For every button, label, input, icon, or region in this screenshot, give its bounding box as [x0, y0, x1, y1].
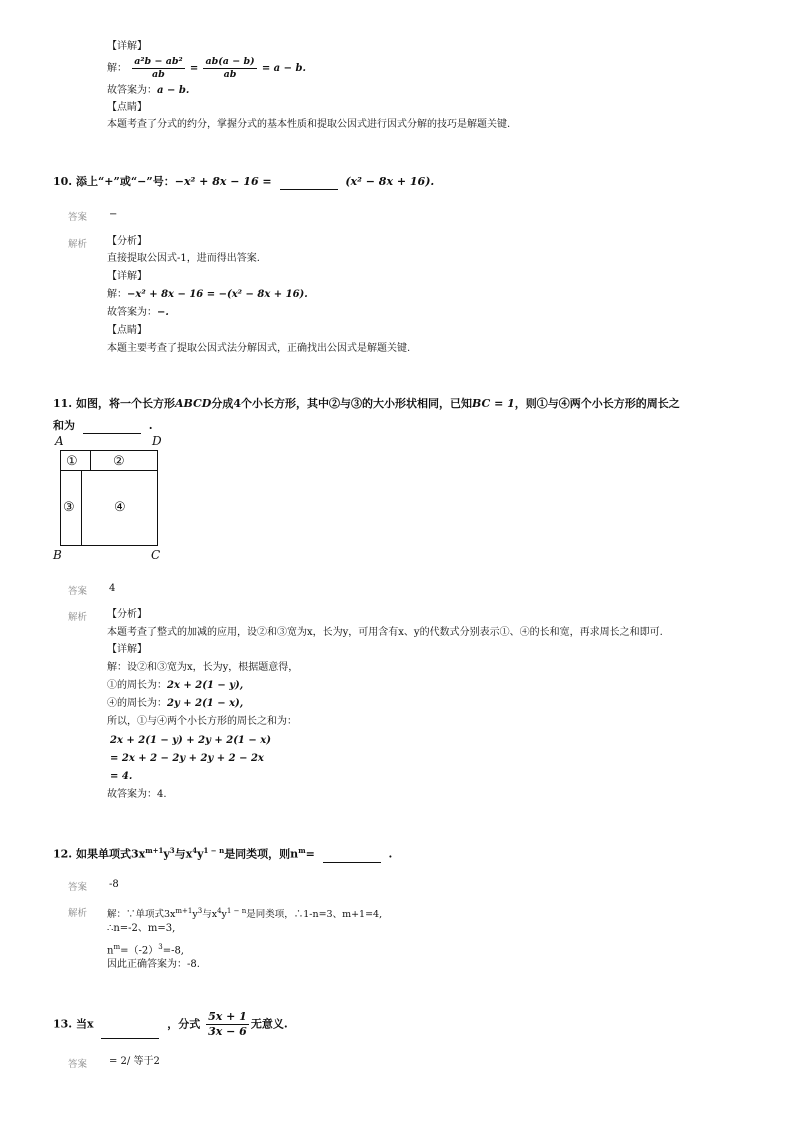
q10-comment-label: 【点睛】: [107, 325, 147, 336]
q12-line-3: [107, 940, 184, 958]
q10-number: 10.: [53, 175, 73, 188]
q10-answer-line-prefix: 故答案为：: [107, 307, 157, 318]
q10-comment: 本题主要考查了提取公因式法分解因式，正确找出公因式是解题关键.: [107, 343, 411, 354]
q11-answer: 4: [109, 583, 116, 594]
q10-answer-line: [107, 306, 169, 320]
q9-frac2-den: ab: [223, 69, 237, 80]
fig-label-c: C: [151, 548, 161, 562]
q12-l1-sc: 4: [217, 907, 222, 915]
q12-l1-c: 与x: [202, 909, 218, 921]
q12-l1-e: 是同类项，∴1-n=3、m+1=4,: [246, 909, 383, 921]
q13-answer: = 2/ 等于2: [109, 1056, 160, 1067]
q9-comment: 本题考查了分式的约分，掌握分式的基本性质和提取公因式进行因式分解的技巧是解题关键.: [107, 119, 511, 130]
q11-stem-a: 如图，将一个长方形: [75, 397, 175, 410]
q10-answer-label: 答案: [68, 212, 88, 223]
q11-p1-prefix: ①的周长为：: [107, 680, 167, 691]
q12-stem-a: 如果单项式3x: [75, 847, 146, 861]
q11-stem-c: ，则①与④两个小长方形的周长之: [514, 397, 680, 410]
q13-stem-c: 无意义.: [250, 1017, 288, 1031]
q11-so: 所以，①与④两个小长方形的周长之和为：: [107, 716, 297, 727]
q10-blank: [280, 179, 338, 190]
q11-perimeter-4: [107, 697, 243, 711]
q12-sup-e: m: [298, 846, 306, 855]
fig-num-4: ④: [114, 500, 126, 515]
q12-l1-sd: 1 − n: [226, 907, 247, 915]
q12-answer: -8: [109, 879, 119, 890]
q9-answer-prefix: 故答案为：: [107, 85, 157, 96]
q9-detail-label: 【详解】: [107, 41, 147, 52]
q9-result: = a − b.: [261, 63, 306, 74]
q13-fraction: [206, 1010, 249, 1039]
q12-stem-e: 是同类项，则n: [224, 847, 299, 861]
q11-calc-2: = 2x + 2 − 2y + 2y + 2 − 2x: [110, 753, 264, 764]
q12-l1-d: y: [221, 909, 227, 921]
q10-detail-math: −x² + 8x − 16 = −(x² − 8x + 16).: [127, 289, 308, 300]
q10-stem-math: −x² + 8x − 16 =: [174, 175, 272, 188]
q12-l3-sa: m: [113, 943, 121, 951]
q12-l3-a: n: [107, 945, 114, 957]
q12-l1-sb: 3: [197, 907, 203, 915]
q13-number: 13.: [53, 1017, 73, 1031]
q10-detail-prefix: 解：: [107, 289, 127, 300]
q12-stem-f: =: [305, 847, 315, 861]
q12-answer-label: 答案: [68, 882, 88, 893]
q12-l3-b: =（-2）: [120, 945, 159, 957]
q12-sup-c: 4: [192, 846, 198, 855]
q12-line-4: 因此正确答案为：-8.: [107, 959, 200, 970]
q9-fraction-1: [132, 56, 185, 81]
q13-stem-a: 当x: [75, 1017, 94, 1031]
q11-analyze: 本题考查了整式的加减的应用，设②和③宽为x，长为y，可用含有x、y的代数式分别表示①、④的长和宽，再求周长之和即可.: [107, 627, 663, 638]
q10-stem: [53, 174, 434, 190]
q13-blank: [101, 1028, 159, 1039]
q12-line-2: ∴n=-2、m=3,: [107, 923, 176, 934]
q10-answer: −: [109, 209, 118, 220]
q12-stem: [53, 843, 392, 863]
q12-stem-tail: .: [388, 847, 393, 861]
q11-stem-line2-text: 和为: [53, 419, 75, 432]
q12-sup-a: m+1: [145, 846, 164, 855]
q11-calc-1: 2x + 2(1 − y) + 2y + 2(1 − x): [110, 735, 271, 746]
q11-detail-label: 【详解】: [107, 644, 147, 655]
q12-number: 12.: [53, 847, 73, 861]
q13-frac-num: 5x + 1: [208, 1010, 247, 1023]
q11-stem-line1: [53, 396, 680, 412]
q9-frac2-num: ab(a − b): [205, 56, 255, 67]
q10-stem-text: 添上“+”或“−”号：: [75, 175, 175, 188]
q11-number: 11.: [53, 397, 73, 410]
q9-eq: =: [189, 63, 199, 74]
q11-answer-label: 答案: [68, 586, 88, 597]
q12-l1-sa: m+1: [175, 907, 193, 915]
q11-blank: [83, 423, 141, 434]
q11-perimeter-1: [107, 679, 243, 693]
q13-frac-den: 3x − 6: [208, 1025, 247, 1038]
q9-answer-value: a − b.: [157, 85, 190, 96]
q9-frac1-den: ab: [152, 69, 165, 80]
fig-label-b: B: [53, 548, 62, 562]
q11-stem-line2: [53, 418, 153, 434]
q11-calc-3: = 4.: [110, 771, 133, 782]
fig-label-a: A: [55, 434, 64, 448]
q12-sup-d: 1 − n: [203, 846, 225, 855]
q11-p4-prefix: ④的周长为：: [107, 698, 167, 709]
q11-stem-bc: BC = 1: [471, 397, 515, 410]
q12-stem-c: 与x: [174, 847, 193, 861]
q10-detail-label: 【详解】: [107, 271, 147, 282]
q12-line-1: [107, 904, 382, 922]
fig-label-d: D: [152, 434, 162, 448]
q11-stem-abcd: ABCD: [174, 397, 212, 410]
q12-analysis-label: 解析: [68, 908, 88, 919]
q10-answer-line-value: −.: [157, 307, 169, 318]
q11-p4-math: 2y + 2(1 − x),: [167, 698, 244, 709]
q11-final: 故答案为：4.: [107, 789, 167, 800]
q9-frac1-num: a²b − ab²: [134, 56, 183, 67]
q11-analyze-label: 【分析】: [107, 609, 147, 620]
q12-stem-d: y: [197, 847, 204, 861]
q12-blank: [323, 852, 381, 863]
q9-fraction-2: [203, 56, 256, 81]
q9-answer-line: [107, 84, 189, 98]
q9-solve-prefix: 解：: [107, 63, 127, 74]
q13-stem-b: ，分式: [167, 1017, 201, 1031]
q9-solution-line: [107, 56, 306, 81]
q12-stem-b: y: [163, 847, 170, 861]
q12-l3-c: =-8,: [162, 945, 184, 957]
q10-detail-line: [107, 288, 308, 302]
q13-answer-label: 答案: [68, 1059, 88, 1070]
q10-analyze-label: 【分析】: [107, 236, 147, 247]
q10-analyze: 直接提取公因式-1，进而得出答案.: [107, 253, 260, 264]
q10-analysis-label: 解析: [68, 239, 88, 250]
fig-num-2: ②: [113, 454, 125, 469]
q11-analysis-label: 解析: [68, 612, 88, 623]
q12-l1-b: y: [192, 909, 198, 921]
fig-num-1: ①: [66, 454, 78, 469]
q11-detail-1: 解：设②和③宽为x，长为y，根据题意得，: [107, 662, 299, 673]
q12-l1-a: 解：∵单项式3x: [107, 909, 176, 921]
q10-stem-tail: (x² − 8x + 16).: [345, 175, 435, 188]
q13-stem: [53, 1010, 288, 1039]
q11-stem-line2-tail: .: [148, 419, 153, 432]
fig-num-3: ③: [63, 500, 75, 515]
q9-comment-label: 【点睛】: [107, 102, 147, 113]
q11-p1-math: 2x + 2(1 − y),: [167, 680, 244, 691]
q12-sup-b: 3: [169, 846, 175, 855]
q11-stem-b: 分成4个小长方形，其中②与③的大小形状相同，已知: [211, 397, 472, 410]
q12-l3-sb: 3: [158, 943, 163, 951]
